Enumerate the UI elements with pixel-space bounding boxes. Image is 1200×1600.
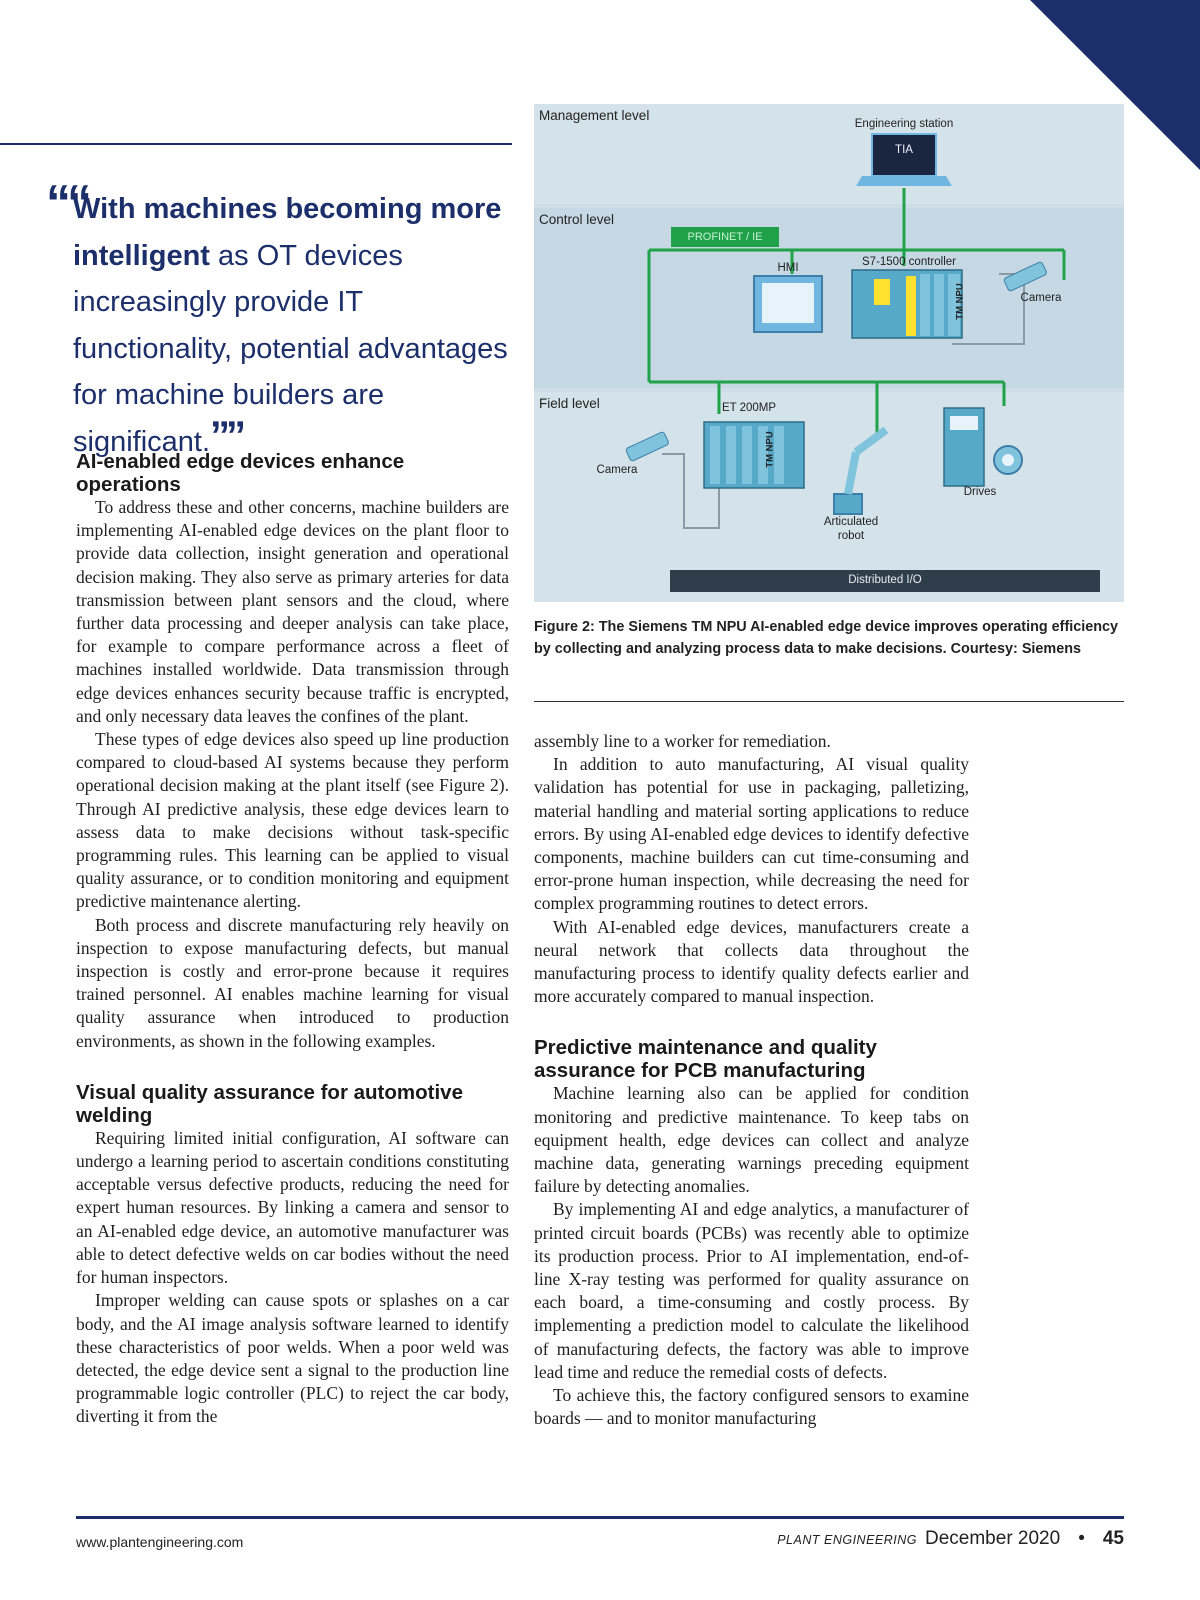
drives-icon — [944, 408, 1022, 486]
paragraph: To address these and other concerns, machine builders are implementing AI-enabled edge devices on the plant floor to provide data collection, insight generation and operational decision making. They also serve as primary arteries for data transmission between plant sensors and the cloud, where further data processing and deeper analysis can take place, for example to compare performance across a fleet of machines installed worldwide. Data transmission through edge devices enhances security because traffic is encrypted, and only necessary data leaves the confines of the plant. — [76, 497, 509, 726]
hmi-panel-icon — [754, 276, 822, 332]
top-divider — [0, 143, 512, 145]
paragraph: assembly line to a worker for remediation. — [534, 731, 831, 751]
quote-close-mark: ”” — [210, 413, 243, 458]
paragraph: In addition to auto manufacturing, AI visual quality validation has potential for use in packaging, palletizing, material handling and material sorting applications to reduce errors. By using AI-enabled edge devices to identify defective components, machine builders can cut time-consuming and error-prone human inspection, while decreasing the need for complex programming routines to detect errors. — [534, 754, 969, 914]
et200mp-icon — [704, 422, 804, 488]
heading-predictive-maintenance: Predictive maintenance and quality assurance for PCB manufacturing — [534, 1036, 877, 1083]
controller-icon — [852, 270, 962, 338]
paragraph: Improper welding can cause spots or splashes on a car body, and the AI image analysis software learned to identify these characteristics of poor welds. When a poor weld was detected, the edge device sent a signal to the production line programmable logic controller (PLC) to reject the car body, diverting it from the — [76, 1290, 509, 1427]
robot-label-1: Articulated — [823, 516, 879, 528]
drives-label: Drives — [963, 486, 997, 498]
camera-label-field: Camera — [596, 464, 638, 476]
quote-open-mark: ““ — [46, 175, 88, 231]
paragraph: To achieve this, the factory configured sensors to examine boards — and to monitor manufacturing — [534, 1385, 969, 1429]
footer-website-link[interactable]: www.plantengineering.com — [76, 1534, 244, 1550]
pull-quote-text: as OT devices increasingly provide IT functionality, potential advantages for machine builders are significant. — [73, 239, 508, 458]
footer-bullet: • — [1078, 1528, 1085, 1549]
camera-label-top: Camera — [1020, 292, 1062, 304]
paragraph: Machine learning also can be applied for condition monitoring and predictive maintenance. To keep tabs on equipment health, edge devices can collect and analyze machine data, generating warnings preceding equipment failure by detecting anomalies. — [534, 1083, 969, 1197]
magazine-name: PLANT ENGINEERING — [777, 1533, 917, 1547]
tia-label: TIA — [895, 144, 913, 156]
figure-network-diagram — [534, 104, 1124, 602]
profinet-label: PROFINET / IE — [687, 231, 763, 243]
footer-info — [777, 1528, 1124, 1550]
issue-date: December 2020 — [925, 1528, 1061, 1549]
page-number: 45 — [1102, 1528, 1124, 1549]
distributed-io-label: Distributed I/O — [848, 574, 922, 586]
heading-visual-quality: Visual quality assurance for automotive welding — [76, 1080, 463, 1127]
paragraph: Requiring limited initial configuration, AI software can undergo a learning period to ascertain conditions constituting acceptable versus defective products, reducing the need for expert human resources. By linking a camera and sensor to an AI-enabled edge device, an automotive manufacturer was able to detect defective welds on car bodies without the need for human inspectors. — [76, 1127, 509, 1288]
heading-edge-devices: AI-enabled edge devices enhance operations — [76, 450, 405, 496]
tm-npu-label-et200: TM NPU — [764, 431, 776, 468]
footer-divider — [76, 1516, 1124, 1519]
right-column — [534, 730, 969, 1430]
left-column — [76, 450, 509, 1429]
paragraph: With AI-enabled edge devices, manufacturers create a neural network that collects data throughout the manufacturing process to identify quality defects earlier and more accurately compared to manual inspection. — [534, 916, 969, 1007]
control-level-label: Control level — [539, 212, 615, 227]
pull-quote-bold: With machines becoming more intelligent — [73, 193, 502, 272]
robot-label-2: robot — [837, 530, 865, 542]
field-level-label: Field level — [539, 396, 600, 411]
hmi-label: HMI — [777, 262, 799, 274]
controller-label: S7-1500 controller — [862, 256, 956, 268]
pull-quote — [46, 175, 516, 465]
engineering-station-label: Engineering station — [854, 118, 954, 130]
paragraph: Both process and discrete manufacturing rely heavily on inspection to expose manufacturing defects, but manual inspection is costly and error-prone because it requires trained personnel. AI enables machine learning for visual quality assurance when introduced to production environments, as shown in the following examples. — [76, 914, 509, 1051]
tm-npu-label-controller: TM NPU — [954, 283, 966, 320]
figure-caption: Figure 2: The Siemens TM NPU AI-enabled edge device improves operating efficiency by collecting and analyzing process data to make decisions. Courtesy: Siemens — [534, 619, 1119, 657]
laptop-icon — [856, 134, 952, 186]
camera-icon-field — [625, 431, 669, 461]
caption-divider — [534, 701, 1124, 702]
paragraph: By implementing AI and edge analytics, a manufacturer of printed circuit boards (PCBs) was recently able to optimize its production process. Prior to AI implementation, end-of-line X-ray testing was performed for quality assurance on each board, a time-consuming and costly process. By implementing a prediction model to calculate the likelihood of manufacturing defects, the factory was able to improve lead time and reduce the remedial costs of defects. — [534, 1199, 969, 1382]
robot-icon — [834, 430, 886, 514]
management-level-label: Management level — [539, 108, 650, 123]
paragraph: These types of edge devices also speed up line production compared to cloud-based AI systems because they perform operational decision making at the plant itself (see Figure 2). Through AI predictive analysis, these edge devices learn to assess data to make decisions without task-specific programming rules. This learning can be applied to visual quality assurance, or to condition monitoring and equipment predictive maintenance alerting. — [76, 729, 509, 912]
camera-icon-top — [1003, 261, 1047, 291]
et200mp-label: ET 200MP — [721, 402, 777, 414]
